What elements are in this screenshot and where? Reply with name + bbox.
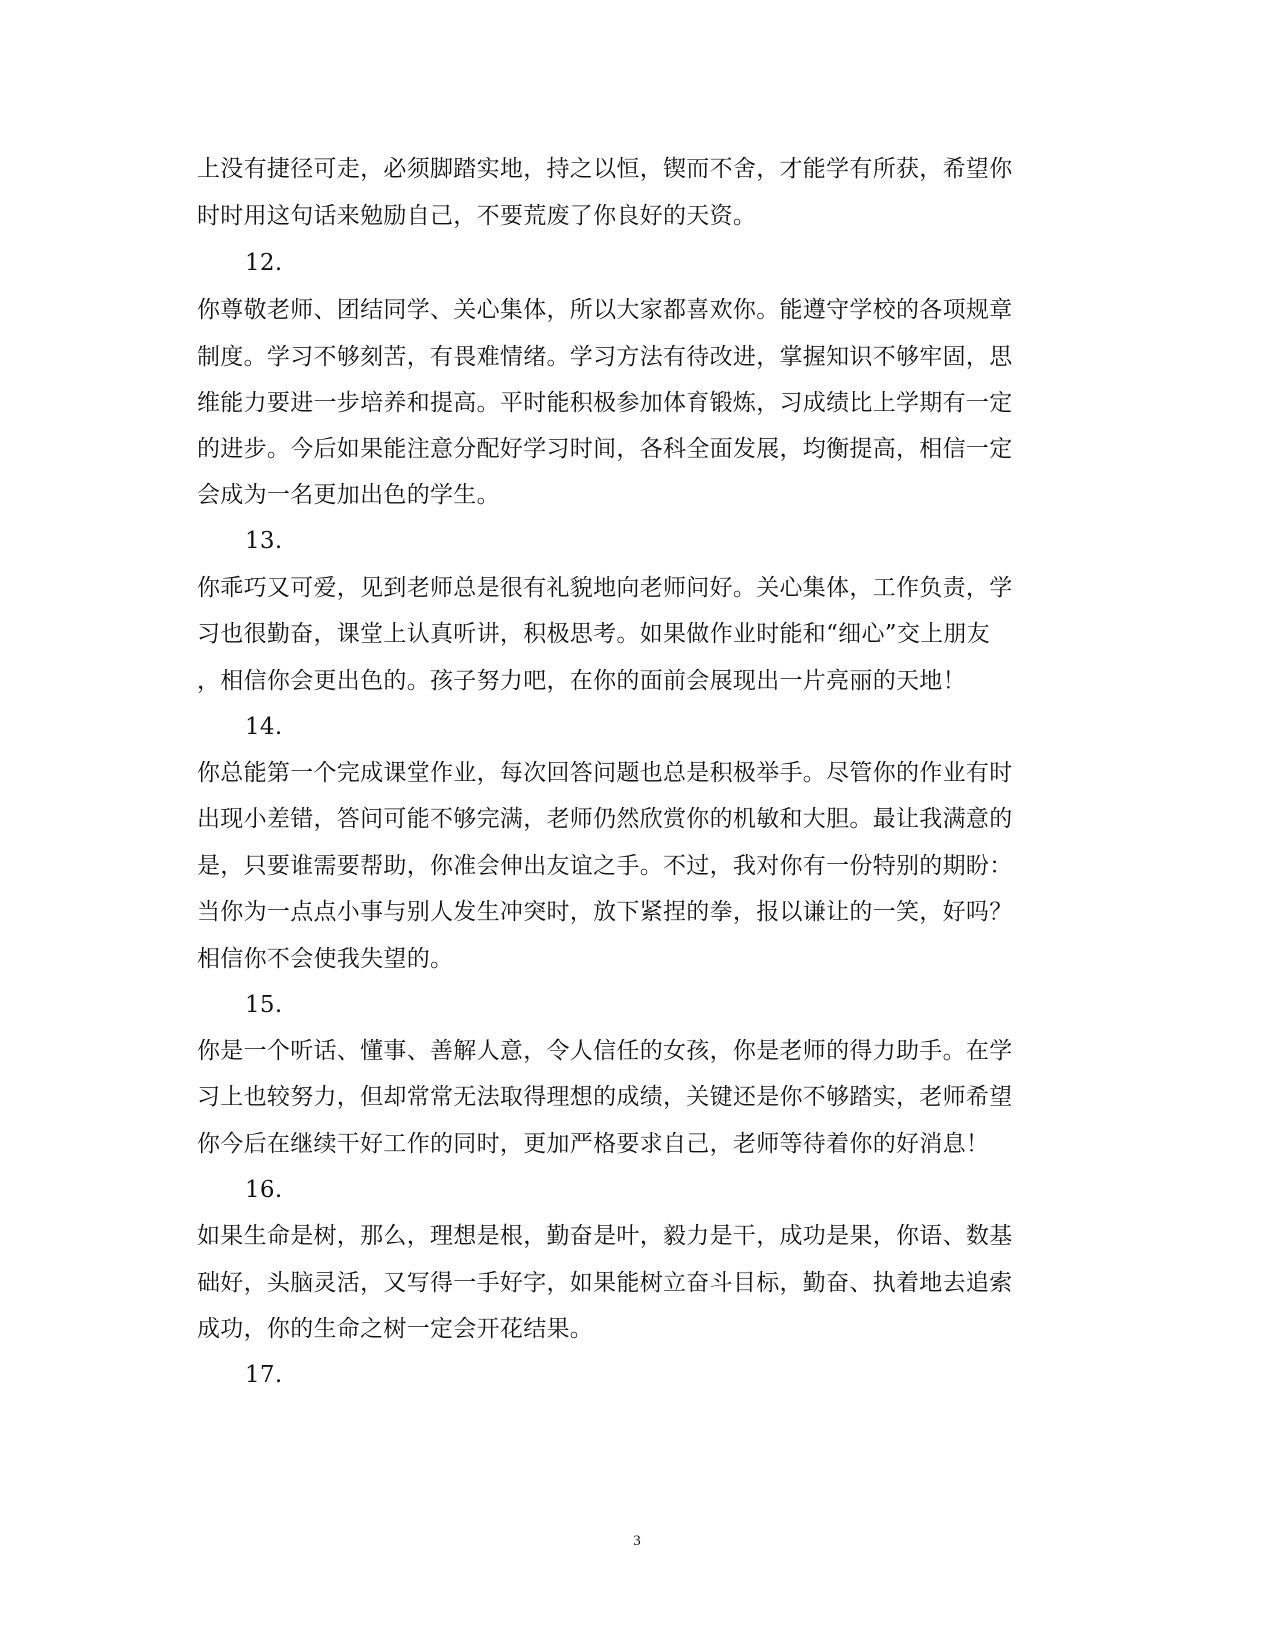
text-line: 你是一个听话、懂事、善解人意，令人信任的女孩，你是老师的得力助手。在学 [197,1038,1013,1064]
item-number: 14. [245,714,283,740]
text-line: 是，只要谁需要帮助，你准会伸出友谊之手。不过，我对你有一份特别的期盼： [197,853,1013,879]
text-line: 习也很勤奋，课堂上认真听讲，积极思考。如果做作业时能和“细心”交上朋友 [197,621,991,647]
text-line: 上没有捷径可走，必须脚踏实地，持之以恒，锲而不舍，才能学有所获，希望你 [197,156,1013,182]
text-line: 当你为一点点小事与别人发生冲突时，放下紧捏的拳，报以谦让的一笑，好吗？ [197,899,1013,925]
text-line: 会成为一名更加出色的学生。 [197,482,500,508]
text-line: 你乖巧又可爱，见到老师总是很有礼貌地向老师问好。关心集体，工作负责，学 [197,575,1013,601]
text-line: 习上也较努力，但却常常无法取得理想的成绩，关键还是你不够踏实，老师希望 [197,1084,1013,1110]
text-line: 制度。学习不够刻苦，有畏难情绪。学习方法有待改进，掌握知识不够牢固，思 [197,344,1013,370]
text-line: 成功，你的生命之树一定会开花结果。 [197,1316,594,1342]
item-number: 15. [245,992,283,1018]
item-number: 13. [245,528,283,554]
text-line: 你今后在继续干好工作的同时，更加严格要求自己，老师等待着你的好消息！ [197,1131,990,1157]
text-line: 如果生命是树，那么，理想是根，勤奋是叶，毅力是干，成功是果，你语、数基 [197,1223,1013,1249]
item-number: 16. [245,1177,283,1203]
page-number: 3 [633,1533,641,1549]
item-number: 12. [245,250,283,276]
text-line: 出现小差错，答问可能不够完满，老师仍然欣赏你的机敏和大胆。最让我满意的 [197,806,1013,832]
item-number: 17. [245,1362,283,1388]
text-line: ，相信你会更出色的。孩子努力吧，在你的面前会展现出一片亮丽的天地！ [197,668,966,694]
text-line: 维能力要进一步培养和提高。平时能积极参加体育锻炼，习成绩比上学期有一定 [197,390,1013,416]
text-line: 你总能第一个完成课堂作业，每次回答问题也总是积极举手。尽管你的作业有时 [197,760,1013,786]
text-line: 时时用这句话来勉励自己，不要荒废了你良好的天资。 [197,203,757,229]
text-line: 础好，头脑灵活，又写得一手好字，如果能树立奋斗目标，勤奋、执着地去追索 [197,1270,1013,1296]
text-line: 你尊敬老师、团结同学、关心集体，所以大家都喜欢你。能遵守学校的各项规章 [197,297,1013,323]
text-line: 的进步。今后如果能注意分配好学习时间，各科全面发展，均衡提高，相信一定 [197,436,1013,462]
text-line: 相信你不会使我失望的。 [197,946,454,972]
